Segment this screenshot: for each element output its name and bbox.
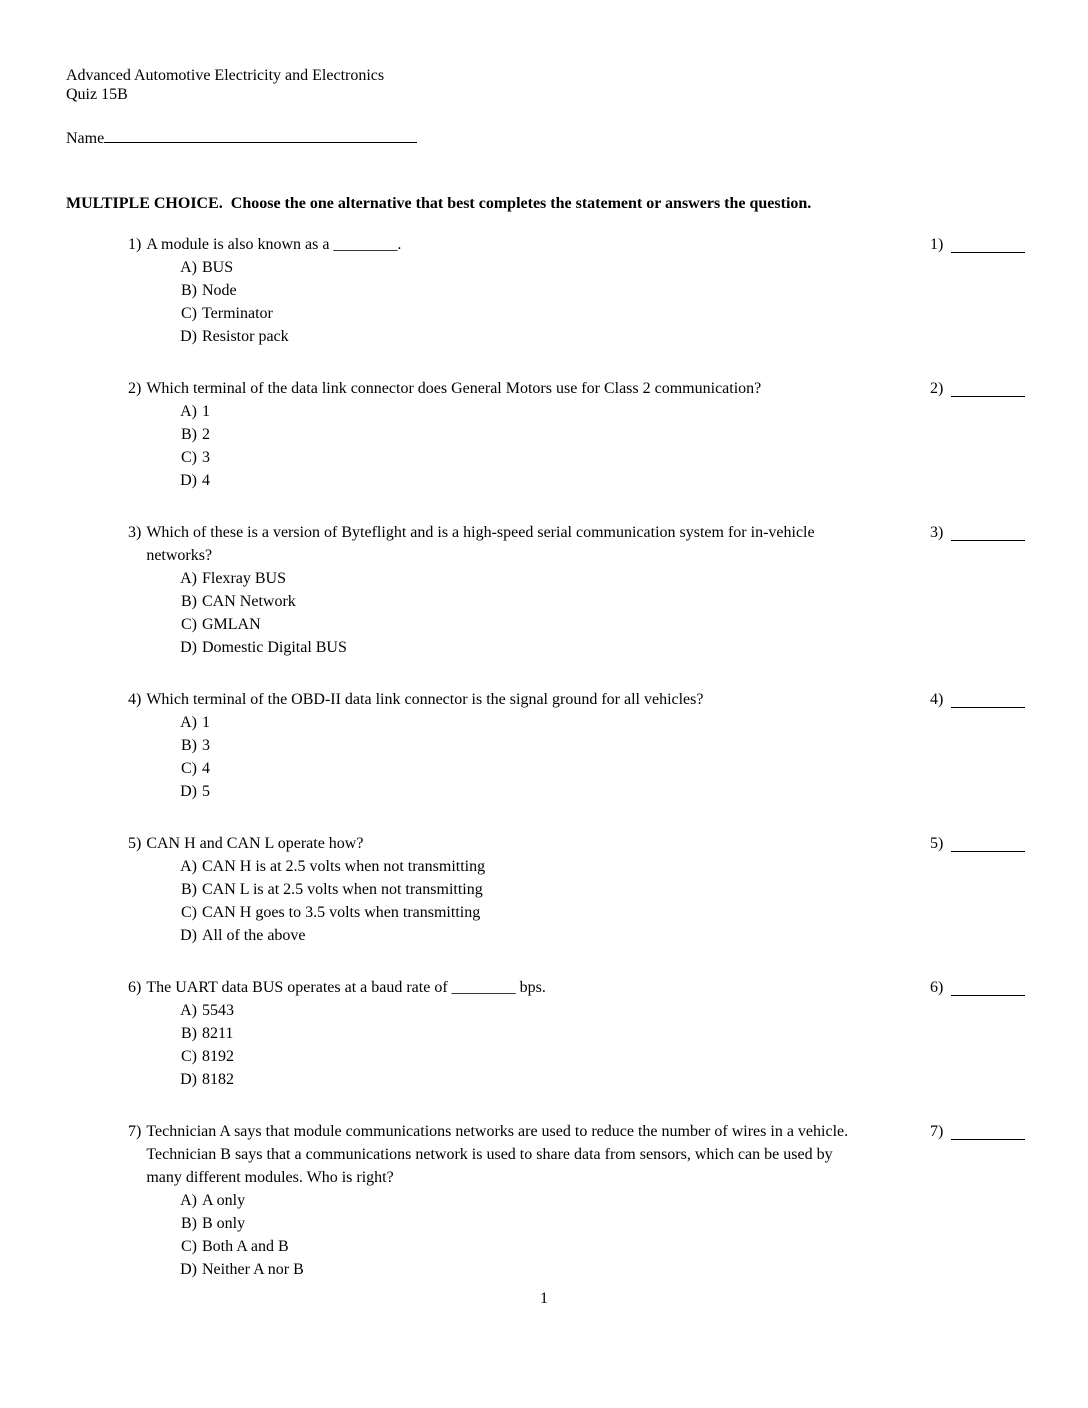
option-letter: A) bbox=[180, 403, 197, 420]
answer-number: 6) bbox=[930, 979, 944, 996]
question-line bbox=[128, 1120, 860, 1189]
options-list bbox=[175, 567, 860, 659]
option-text: 3 bbox=[202, 449, 210, 466]
questions-list bbox=[128, 233, 1025, 1281]
answer-blank-line bbox=[951, 521, 1025, 541]
option-text: 2 bbox=[202, 426, 210, 443]
question-line bbox=[128, 233, 860, 256]
option-text: CAN L is at 2.5 volts when not transmitting bbox=[202, 881, 483, 898]
options-list bbox=[175, 400, 860, 492]
option-text: 4 bbox=[202, 760, 210, 777]
answer-number: 2) bbox=[930, 380, 944, 397]
option-text: CAN H goes to 3.5 volts when transmitting bbox=[202, 904, 481, 921]
option-letter: B) bbox=[181, 881, 197, 898]
option-text: 8182 bbox=[202, 1071, 234, 1088]
question-main bbox=[128, 976, 930, 1091]
answer-area bbox=[930, 688, 1025, 711]
document-header bbox=[66, 66, 1025, 104]
option-text: GMLAN bbox=[202, 616, 261, 633]
option-item bbox=[175, 1068, 860, 1091]
question-text: Which of these is a version of Byteflight and is a high-speed serial communication system for in-vehicle networks? bbox=[146, 524, 815, 564]
option-item bbox=[175, 1212, 860, 1235]
question-line bbox=[128, 688, 860, 711]
question-number: 4) bbox=[128, 691, 142, 708]
option-text: 1 bbox=[202, 403, 210, 420]
page-footer bbox=[0, 1287, 1088, 1310]
question-text: The UART data BUS operates at a baud rate of ________ bps. bbox=[146, 979, 546, 996]
option-item bbox=[175, 325, 860, 348]
option-letter: D) bbox=[180, 927, 197, 944]
option-letter: D) bbox=[180, 328, 197, 345]
answer-number: 1) bbox=[930, 236, 944, 253]
answer-number: 4) bbox=[930, 691, 944, 708]
option-item bbox=[175, 636, 860, 659]
option-letter: A) bbox=[180, 714, 197, 731]
option-item bbox=[175, 901, 860, 924]
options-list bbox=[175, 855, 860, 947]
answer-number: 3) bbox=[930, 524, 944, 541]
option-text: 4 bbox=[202, 472, 210, 489]
answer-area bbox=[930, 377, 1025, 400]
option-letter: C) bbox=[181, 449, 197, 466]
answer-area bbox=[930, 233, 1025, 256]
option-letter: B) bbox=[181, 426, 197, 443]
options-list bbox=[175, 1189, 860, 1281]
option-text: 8211 bbox=[202, 1025, 234, 1042]
option-letter: C) bbox=[181, 904, 197, 921]
options-list bbox=[175, 256, 860, 348]
option-letter: C) bbox=[181, 305, 197, 322]
option-text: Both A and B bbox=[202, 1238, 289, 1255]
option-item bbox=[175, 567, 860, 590]
option-item bbox=[175, 855, 860, 878]
option-item bbox=[175, 999, 860, 1022]
option-item bbox=[175, 1235, 860, 1258]
option-letter: A) bbox=[180, 858, 197, 875]
answer-number: 5) bbox=[930, 835, 944, 852]
answer-area bbox=[930, 521, 1025, 544]
answer-blank-line bbox=[951, 1120, 1025, 1140]
option-item bbox=[175, 613, 860, 636]
question-block bbox=[128, 832, 1025, 947]
option-item bbox=[175, 590, 860, 613]
option-letter: D) bbox=[180, 1071, 197, 1088]
course-title: Advanced Automotive Electricity and Electronics bbox=[66, 67, 385, 84]
option-item bbox=[175, 757, 860, 780]
option-item bbox=[175, 1258, 860, 1281]
option-text: All of the above bbox=[202, 927, 306, 944]
question-number: 1) bbox=[128, 236, 142, 253]
option-item bbox=[175, 400, 860, 423]
question-text: Technician A says that module communications networks are used to reduce the number of wires in a vehicle. Technician B says that a communications network is used to share data from sensors, which can be used by many different modules. Who is right? bbox=[146, 1123, 849, 1186]
option-item bbox=[175, 1045, 860, 1068]
option-text: Neither A nor B bbox=[202, 1261, 304, 1278]
option-letter: B) bbox=[181, 282, 197, 299]
option-letter: D) bbox=[180, 639, 197, 656]
option-letter: C) bbox=[181, 760, 197, 777]
answer-blank-line bbox=[951, 976, 1025, 996]
option-letter: B) bbox=[181, 593, 197, 610]
answer-blank-line bbox=[951, 377, 1025, 397]
answer-blank-line bbox=[951, 832, 1025, 852]
question-main bbox=[128, 377, 930, 492]
question-text: Which terminal of the OBD-II data link connector is the signal ground for all vehicles? bbox=[146, 691, 704, 708]
question-number: 5) bbox=[128, 835, 142, 852]
question-main bbox=[128, 832, 930, 947]
answer-blank-line bbox=[951, 688, 1025, 708]
option-item bbox=[175, 878, 860, 901]
option-text: 8192 bbox=[202, 1048, 234, 1065]
option-item bbox=[175, 279, 860, 302]
answer-blank-line bbox=[951, 233, 1025, 253]
answer-area bbox=[930, 832, 1025, 855]
question-number: 7) bbox=[128, 1123, 142, 1140]
option-item bbox=[175, 924, 860, 947]
option-text: Domestic Digital BUS bbox=[202, 639, 347, 656]
option-letter: B) bbox=[181, 1025, 197, 1042]
option-item bbox=[175, 1022, 860, 1045]
option-text: Node bbox=[202, 282, 237, 299]
question-line bbox=[128, 377, 860, 400]
name-blank-line bbox=[104, 124, 417, 143]
question-main bbox=[128, 233, 930, 348]
question-block bbox=[128, 976, 1025, 1091]
option-text: 5543 bbox=[202, 1002, 234, 1019]
question-line bbox=[128, 832, 860, 855]
option-item bbox=[175, 734, 860, 757]
instructions-text: MULTIPLE CHOICE. Choose the one alternative that best completes the statement or answers the question. bbox=[66, 195, 812, 212]
name-label: Name bbox=[66, 130, 105, 147]
option-letter: D) bbox=[180, 783, 197, 800]
option-letter: A) bbox=[180, 570, 197, 587]
option-item bbox=[175, 256, 860, 279]
question-main bbox=[128, 688, 930, 803]
option-letter: A) bbox=[180, 259, 197, 276]
question-main bbox=[128, 1120, 930, 1281]
option-item bbox=[175, 1189, 860, 1212]
options-list bbox=[175, 711, 860, 803]
question-number: 3) bbox=[128, 524, 142, 541]
options-list bbox=[175, 999, 860, 1091]
option-item bbox=[175, 302, 860, 325]
question-block bbox=[128, 1120, 1025, 1281]
option-letter: B) bbox=[181, 737, 197, 754]
option-letter: A) bbox=[180, 1002, 197, 1019]
question-text: A module is also known as a ________. bbox=[146, 236, 402, 253]
option-letter: D) bbox=[180, 1261, 197, 1278]
option-text: CAN H is at 2.5 volts when not transmitting bbox=[202, 858, 486, 875]
question-text: CAN H and CAN L operate how? bbox=[146, 835, 364, 852]
question-block bbox=[128, 521, 1025, 659]
option-item bbox=[175, 423, 860, 446]
question-block bbox=[128, 688, 1025, 803]
option-text: Flexray BUS bbox=[202, 570, 286, 587]
option-letter: C) bbox=[181, 1238, 197, 1255]
question-block bbox=[128, 377, 1025, 492]
option-text: A only bbox=[202, 1192, 246, 1209]
option-text: Terminator bbox=[202, 305, 273, 322]
option-text: B only bbox=[202, 1215, 246, 1232]
question-number: 2) bbox=[128, 380, 142, 397]
option-text: 5 bbox=[202, 783, 210, 800]
question-main bbox=[128, 521, 930, 659]
option-text: 1 bbox=[202, 714, 210, 731]
answer-area bbox=[930, 976, 1025, 999]
option-text: Resistor pack bbox=[202, 328, 289, 345]
page-number: 1 bbox=[540, 1290, 548, 1307]
option-item bbox=[175, 711, 860, 734]
answer-number: 7) bbox=[930, 1123, 944, 1140]
option-item bbox=[175, 446, 860, 469]
question-block bbox=[128, 233, 1025, 348]
question-number: 6) bbox=[128, 979, 142, 996]
option-text: BUS bbox=[202, 259, 234, 276]
question-line bbox=[128, 976, 860, 999]
option-letter: C) bbox=[181, 1048, 197, 1065]
name-row bbox=[66, 124, 1025, 150]
option-letter: A) bbox=[180, 1192, 197, 1209]
option-item bbox=[175, 469, 860, 492]
answer-area bbox=[930, 1120, 1025, 1143]
quiz-title: Quiz 15B bbox=[66, 86, 128, 103]
option-item bbox=[175, 780, 860, 803]
option-letter: D) bbox=[180, 472, 197, 489]
option-letter: B) bbox=[181, 1215, 197, 1232]
option-text: CAN Network bbox=[202, 593, 296, 610]
question-text: Which terminal of the data link connector does General Motors use for Class 2 communication? bbox=[146, 380, 762, 397]
option-letter: C) bbox=[181, 616, 197, 633]
option-text: 3 bbox=[202, 737, 210, 754]
question-line bbox=[128, 521, 860, 567]
